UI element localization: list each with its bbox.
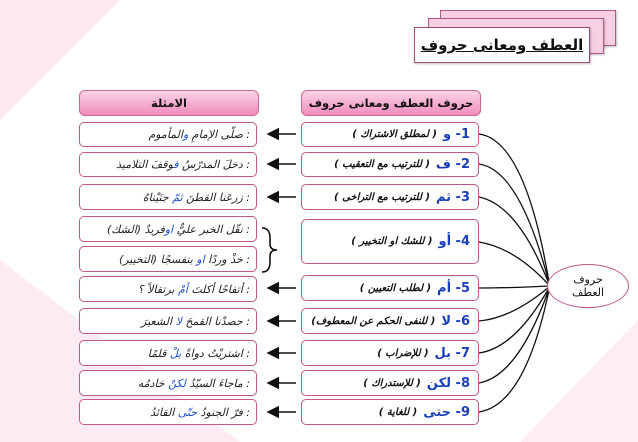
example-conjunction: او [164, 222, 174, 236]
example-box-3 [79, 184, 257, 210]
example-post: الشعيرَ [141, 314, 176, 328]
letter-meaning: ( للغاية ) [378, 406, 418, 418]
example-text [119, 253, 250, 266]
letter-box-2 [301, 152, 479, 177]
example-conjunction: أمْ [178, 282, 188, 296]
example-pre: : ماجاءَ السيّدُ [185, 376, 250, 390]
letter-meaning: ( لطلب التعيين ) [359, 282, 432, 294]
example-text [138, 377, 250, 390]
example-text [148, 128, 250, 141]
example-box-2 [79, 152, 257, 177]
letter-box-4 [301, 219, 479, 264]
example-post: قلمًا [147, 346, 170, 360]
example-pre: : اشتريْتُ دواةً [181, 346, 250, 360]
letter-meaning: ( لمطلق الاشتراك ) [352, 129, 437, 140]
example-conjunction: حتّى [177, 405, 198, 419]
letter-number: 1- و [442, 127, 470, 142]
letter-meaning: ( للنفى الحكم عن المعطوف) [311, 315, 436, 327]
example-box-10 [79, 399, 257, 425]
example-pre: : دخلَ المدرّسُ [178, 158, 250, 171]
example-post: جنَيْناهُ [142, 190, 173, 204]
example-post: وقفَ التلاميذ [116, 158, 174, 171]
letter-box-5 [301, 275, 479, 301]
example-conjunction: لا [175, 314, 182, 328]
arrows [268, 134, 296, 412]
example-pre: : فرّ الجنودُ [197, 405, 250, 419]
example-post: برتقالاً ؟ [137, 282, 178, 296]
letter-meaning: ( للترتيب مع التعقيب ) [334, 159, 430, 170]
example-pre: : خذْ وردًا [204, 252, 250, 266]
example-post: بنفسجًا (التخيير) [118, 252, 197, 266]
brace [262, 228, 277, 272]
example-box-8 [79, 340, 257, 366]
letter-number: 8- لكن [426, 375, 470, 391]
letter-box-1 [301, 122, 479, 147]
example-box-1 [79, 122, 257, 147]
branch-lines [479, 134, 549, 412]
letter-box-9 [301, 399, 479, 425]
header-letters-label: حروف العطف ومعانى حروف [308, 96, 474, 110]
example-conjunction: ثمّ [172, 190, 183, 204]
example-conjunction: او [196, 252, 205, 266]
letter-meaning: ( للإضراب ) [377, 347, 429, 359]
example-box-4 [79, 216, 257, 242]
letter-number: 6- لا [441, 313, 470, 329]
example-text [150, 406, 250, 419]
example-post: القائدُ [150, 405, 178, 419]
example-post: المأموم [148, 128, 183, 141]
letter-meaning: ( للإستدراك ) [363, 377, 421, 389]
example-conjunction: و [182, 128, 189, 141]
example-pre: : زرعَنا القطنَ [182, 190, 250, 204]
header-examples-label: الامثلة [151, 96, 187, 110]
letter-number: 4- أو [438, 234, 470, 249]
letter-number: 3- ثم [435, 189, 470, 205]
letter-meaning: ( للترتيب مع التراخى ) [334, 191, 430, 203]
letter-box-3 [301, 184, 479, 210]
example-conjunction: ف [173, 158, 179, 171]
example-conjunction: بلْ [169, 346, 182, 360]
center-node [547, 264, 629, 308]
letter-number: 2- ف [435, 157, 470, 172]
example-post: فريدٌ (الشك) [106, 222, 165, 236]
example-box-6 [79, 276, 257, 302]
example-text [107, 223, 250, 236]
page-title: العطف ومعانى حروف [420, 36, 584, 54]
letter-number: 9- حتى [423, 404, 470, 420]
example-text [116, 158, 250, 171]
letter-number: 7- بل [434, 345, 470, 361]
example-box-7 [79, 308, 257, 334]
letter-box-6 [301, 308, 479, 334]
example-conjunction: لكنْ [168, 376, 186, 390]
example-post: خادمُه [137, 376, 169, 390]
center-label-line1: حروف [573, 273, 603, 286]
example-pre: : أتفاحًا أكلتَ [187, 282, 250, 296]
example-text [148, 347, 250, 360]
letter-meaning: ( للشك او التخيير ) [351, 236, 433, 247]
example-box-9 [79, 370, 257, 396]
center-label-line2: العطف [571, 286, 605, 299]
example-pre: : صلّى الإمامِ [188, 128, 250, 141]
letter-number: 5- أم [437, 280, 470, 296]
letter-box-7 [301, 340, 479, 366]
example-text [138, 283, 250, 296]
example-pre: : حصدْنا القمحَ [181, 314, 250, 328]
example-text [143, 191, 250, 204]
example-box-5 [79, 246, 257, 272]
example-pre: : نقّل الخبر عليٌّ [173, 222, 250, 236]
letter-box-8 [301, 370, 479, 396]
example-text [141, 315, 250, 328]
